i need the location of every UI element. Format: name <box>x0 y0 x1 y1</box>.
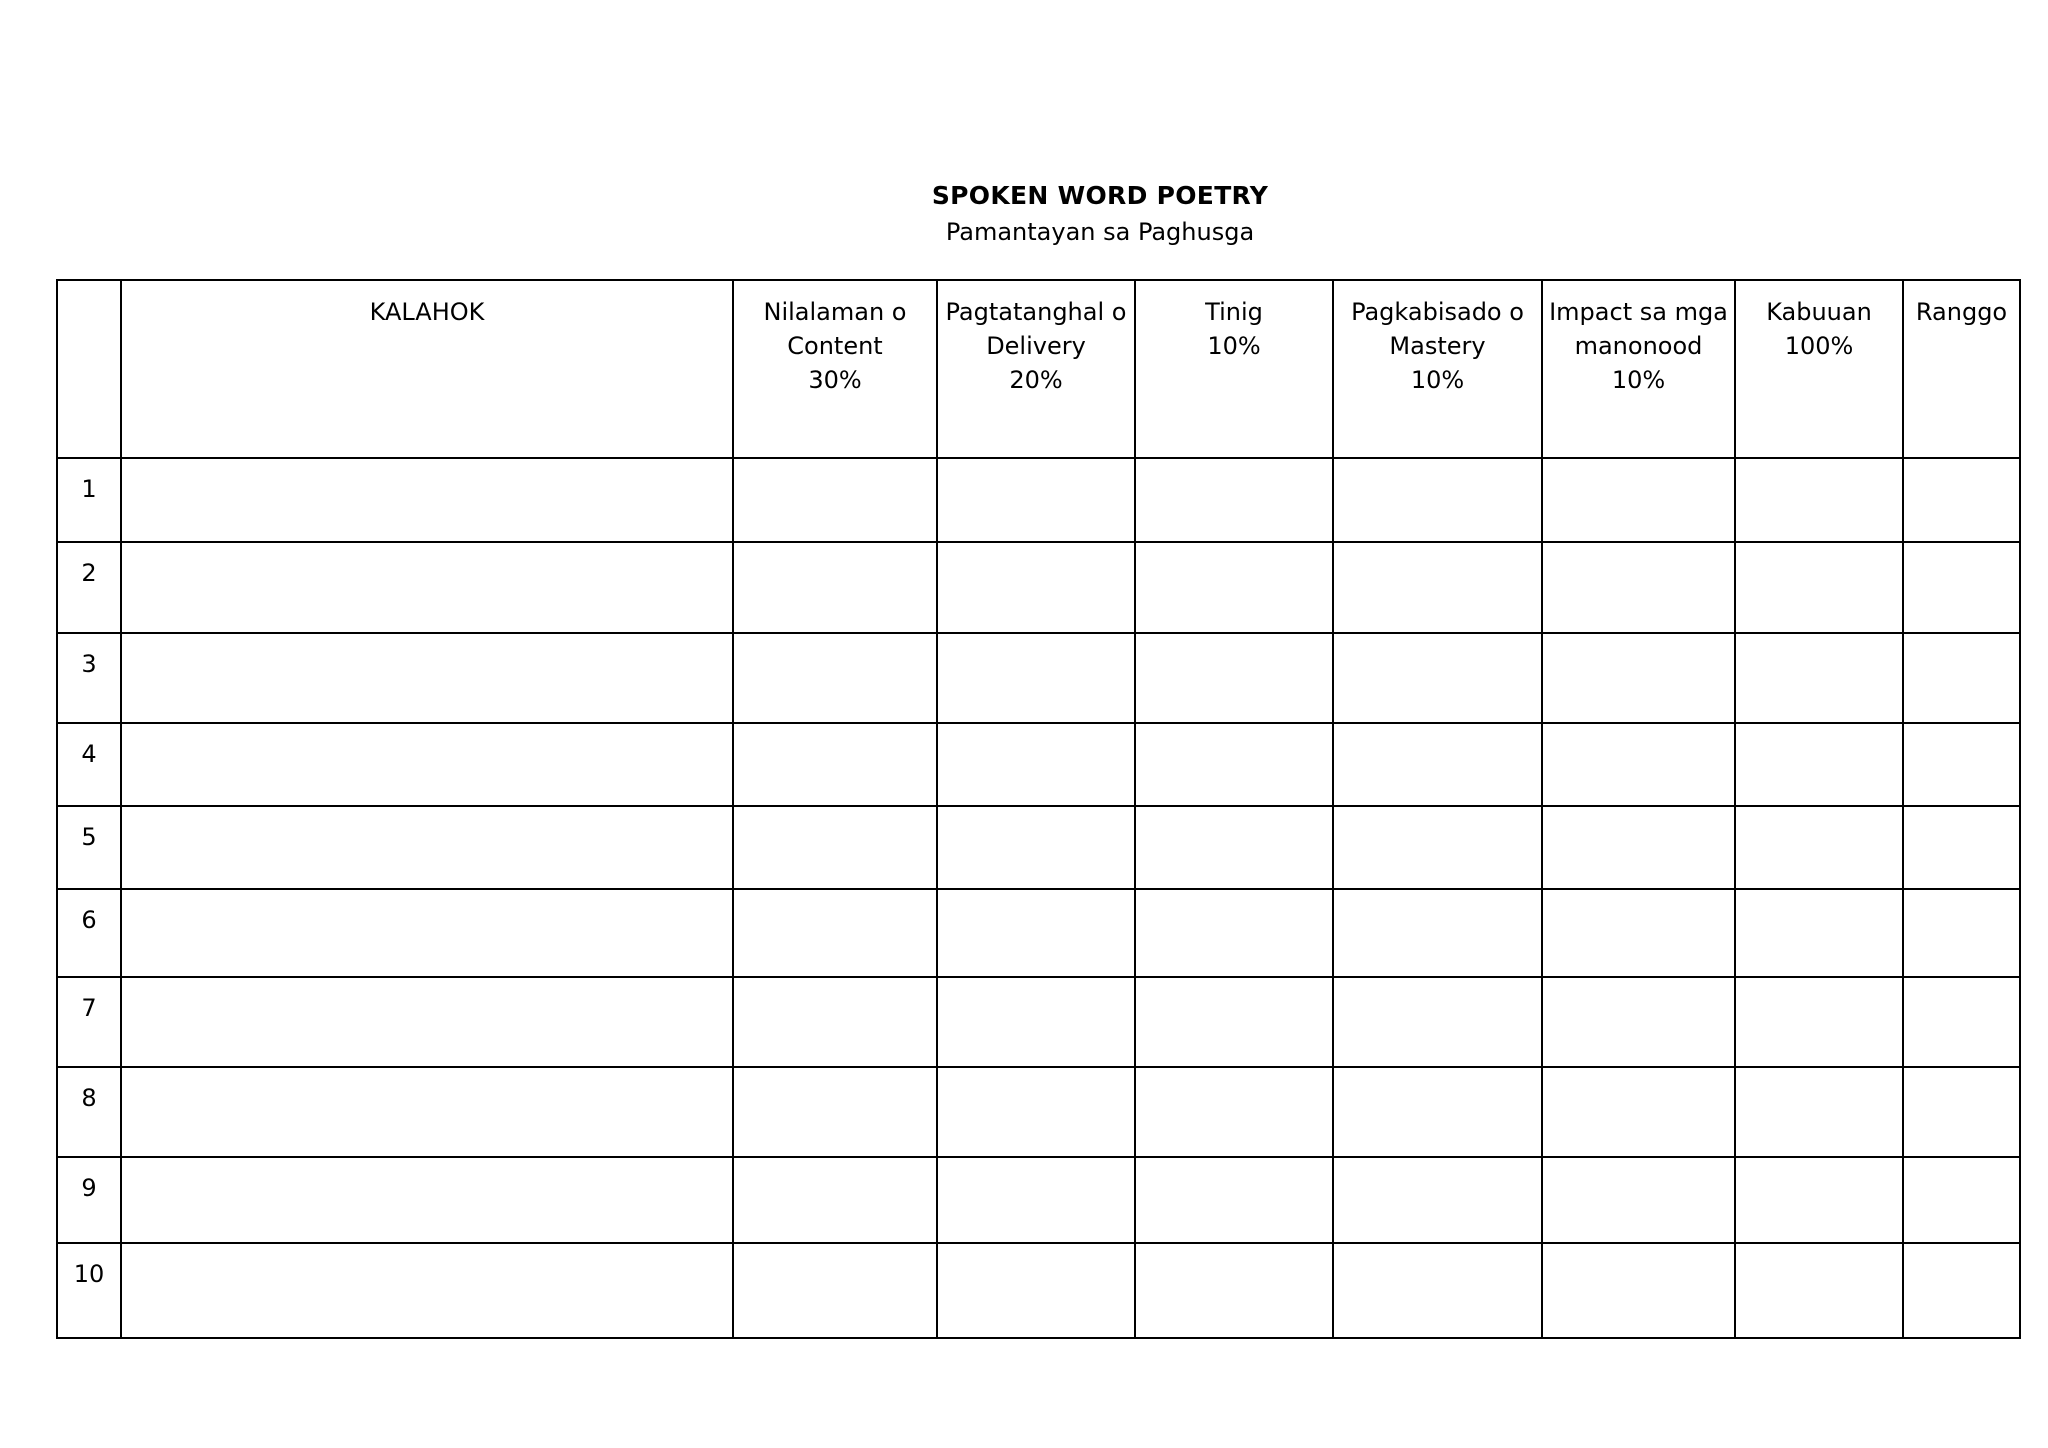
header-impact-line-1: Impact sa mga <box>1549 298 1728 326</box>
pagtatanghal-score-cell[interactable] <box>937 806 1135 889</box>
ranggo-cell[interactable] <box>1903 977 2020 1067</box>
row-number: 6 <box>57 889 121 977</box>
pagkabisado-score-cell[interactable] <box>1333 633 1542 723</box>
nilalaman-score-cell[interactable] <box>733 542 937 633</box>
pagkabisado-score-cell[interactable] <box>1333 1157 1542 1243</box>
pagkabisado-score-cell[interactable] <box>1333 1243 1542 1338</box>
header-pagkabisado-weight: 10% <box>1410 366 1465 394</box>
impact-score-cell[interactable] <box>1542 458 1735 542</box>
header-impact <box>1542 280 1735 458</box>
row-number: 3 <box>57 633 121 723</box>
kalahok-cell[interactable] <box>121 806 733 889</box>
table-row <box>57 633 2020 723</box>
nilalaman-score-cell[interactable] <box>733 1157 937 1243</box>
pagkabisado-score-cell[interactable] <box>1333 723 1542 806</box>
nilalaman-score-cell[interactable] <box>733 633 937 723</box>
tinig-score-cell[interactable] <box>1135 723 1333 806</box>
header-nilalaman-line-1: Nilalaman o <box>763 298 907 326</box>
pagkabisado-score-cell[interactable] <box>1333 977 1542 1067</box>
nilalaman-score-cell[interactable] <box>733 889 937 977</box>
table-row <box>57 1243 2020 1338</box>
row-number: 7 <box>57 977 121 1067</box>
kalahok-cell[interactable] <box>121 633 733 723</box>
header-ranggo <box>1903 280 2020 458</box>
pagtatanghal-score-cell[interactable] <box>937 977 1135 1067</box>
ranggo-cell[interactable] <box>1903 1243 2020 1338</box>
tinig-score-cell[interactable] <box>1135 458 1333 542</box>
nilalaman-score-cell[interactable] <box>733 723 937 806</box>
kabuuan-score-cell[interactable] <box>1735 1157 1903 1243</box>
tinig-score-cell[interactable] <box>1135 1243 1333 1338</box>
tinig-score-cell[interactable] <box>1135 806 1333 889</box>
header-kalahok <box>121 280 733 458</box>
header-impact-line-2: manonood <box>1574 332 1703 360</box>
tinig-score-cell[interactable] <box>1135 1157 1333 1243</box>
ranggo-cell[interactable] <box>1903 1157 2020 1243</box>
table-row <box>57 1067 2020 1157</box>
impact-score-cell[interactable] <box>1542 723 1735 806</box>
header-pagtatanghal <box>937 280 1135 458</box>
row-number: 10 <box>57 1243 121 1338</box>
kabuuan-score-cell[interactable] <box>1735 723 1903 806</box>
pagkabisado-score-cell[interactable] <box>1333 458 1542 542</box>
pagtatanghal-score-cell[interactable] <box>937 542 1135 633</box>
kabuuan-score-cell[interactable] <box>1735 1067 1903 1157</box>
row-number: 2 <box>57 542 121 633</box>
kabuuan-score-cell[interactable] <box>1735 977 1903 1067</box>
header-pagtatanghal-line-1: Pagtatanghal o <box>945 298 1127 326</box>
pagkabisado-score-cell[interactable] <box>1333 806 1542 889</box>
kalahok-cell[interactable] <box>121 1157 733 1243</box>
table-row <box>57 723 2020 806</box>
row-number: 8 <box>57 1067 121 1157</box>
kalahok-cell[interactable] <box>121 542 733 633</box>
document-title: SPOKEN WORD POETRY <box>931 181 1269 210</box>
header-nilalaman-line-2: Content <box>787 332 883 360</box>
kabuuan-score-cell[interactable] <box>1735 633 1903 723</box>
pagtatanghal-score-cell[interactable] <box>937 889 1135 977</box>
table-row <box>57 806 2020 889</box>
table-row <box>57 1157 2020 1243</box>
kabuuan-score-cell[interactable] <box>1735 1243 1903 1338</box>
nilalaman-score-cell[interactable] <box>733 458 937 542</box>
header-kalahok-label: KALAHOK <box>369 298 485 326</box>
pagtatanghal-score-cell[interactable] <box>937 1067 1135 1157</box>
pagtatanghal-score-cell[interactable] <box>937 1157 1135 1243</box>
tinig-score-cell[interactable] <box>1135 633 1333 723</box>
kalahok-cell[interactable] <box>121 977 733 1067</box>
impact-score-cell[interactable] <box>1542 1157 1735 1243</box>
impact-score-cell[interactable] <box>1542 1067 1735 1157</box>
pagkabisado-score-cell[interactable] <box>1333 1067 1542 1157</box>
pagtatanghal-score-cell[interactable] <box>937 633 1135 723</box>
kalahok-cell[interactable] <box>121 1243 733 1338</box>
tinig-score-cell[interactable] <box>1135 889 1333 977</box>
header-nilalaman-weight: 30% <box>808 366 862 394</box>
table-row <box>57 458 2020 542</box>
row-number: 4 <box>57 723 121 806</box>
kalahok-cell[interactable] <box>121 458 733 542</box>
kalahok-cell[interactable] <box>121 1067 733 1157</box>
table-row <box>57 889 2020 977</box>
header-nilalaman <box>733 280 937 458</box>
rubric-table <box>56 279 2021 1339</box>
table-row <box>57 977 2020 1067</box>
header-pagkabisado-line-2: Mastery <box>1389 332 1486 360</box>
impact-score-cell[interactable] <box>1542 542 1735 633</box>
kabuuan-score-cell[interactable] <box>1735 458 1903 542</box>
impact-score-cell[interactable] <box>1542 1243 1735 1338</box>
header-tinig-line-1: Tinig <box>1205 298 1263 326</box>
ranggo-cell[interactable] <box>1903 723 2020 806</box>
document-subtitle: Pamantayan sa Paghusga <box>945 218 1255 246</box>
header-pagkabisado-line-1: Pagkabisado o <box>1351 298 1524 326</box>
kabuuan-score-cell[interactable] <box>1735 806 1903 889</box>
header-pagtatanghal-weight: 20% <box>1009 366 1063 394</box>
impact-score-cell[interactable] <box>1542 806 1735 889</box>
ranggo-cell[interactable] <box>1903 889 2020 977</box>
impact-score-cell[interactable] <box>1542 633 1735 723</box>
kabuuan-score-cell[interactable] <box>1735 889 1903 977</box>
nilalaman-score-cell[interactable] <box>733 1067 937 1157</box>
tinig-score-cell[interactable] <box>1135 1067 1333 1157</box>
pagtatanghal-score-cell[interactable] <box>937 458 1135 542</box>
nilalaman-score-cell[interactable] <box>733 1243 937 1338</box>
pagtatanghal-score-cell[interactable] <box>937 1243 1135 1338</box>
header-tinig-weight: 10% <box>1207 332 1261 360</box>
impact-score-cell[interactable] <box>1542 889 1735 977</box>
kabuuan-score-cell[interactable] <box>1735 542 1903 633</box>
nilalaman-score-cell[interactable] <box>733 977 937 1067</box>
pagkabisado-score-cell[interactable] <box>1333 542 1542 633</box>
impact-score-cell[interactable] <box>1542 977 1735 1067</box>
ranggo-cell[interactable] <box>1903 1067 2020 1157</box>
pagkabisado-score-cell[interactable] <box>1333 889 1542 977</box>
ranggo-cell[interactable] <box>1903 458 2020 542</box>
header-kabuuan-weight: 100% <box>1784 332 1854 360</box>
header-pagkabisado <box>1333 280 1542 458</box>
ranggo-cell[interactable] <box>1903 806 2020 889</box>
pagtatanghal-score-cell[interactable] <box>937 723 1135 806</box>
header-number <box>57 280 121 458</box>
kalahok-cell[interactable] <box>121 889 733 977</box>
header-kabuuan <box>1735 280 1903 458</box>
header-pagtatanghal-line-2: Delivery <box>986 332 1086 360</box>
ranggo-cell[interactable] <box>1903 542 2020 633</box>
header-tinig <box>1135 280 1333 458</box>
header-row <box>57 280 2020 458</box>
row-number: 5 <box>57 806 121 889</box>
header-impact-weight: 10% <box>1611 366 1666 394</box>
title-block <box>0 178 2048 250</box>
tinig-score-cell[interactable] <box>1135 542 1333 633</box>
ranggo-cell[interactable] <box>1903 633 2020 723</box>
kalahok-cell[interactable] <box>121 723 733 806</box>
tinig-score-cell[interactable] <box>1135 977 1333 1067</box>
row-number: 9 <box>57 1157 121 1243</box>
table-row <box>57 542 2020 633</box>
nilalaman-score-cell[interactable] <box>733 806 937 889</box>
header-ranggo-label: Ranggo <box>1915 298 2008 326</box>
row-number: 1 <box>57 458 121 542</box>
header-kabuuan-line-1: Kabuuan <box>1766 298 1872 326</box>
